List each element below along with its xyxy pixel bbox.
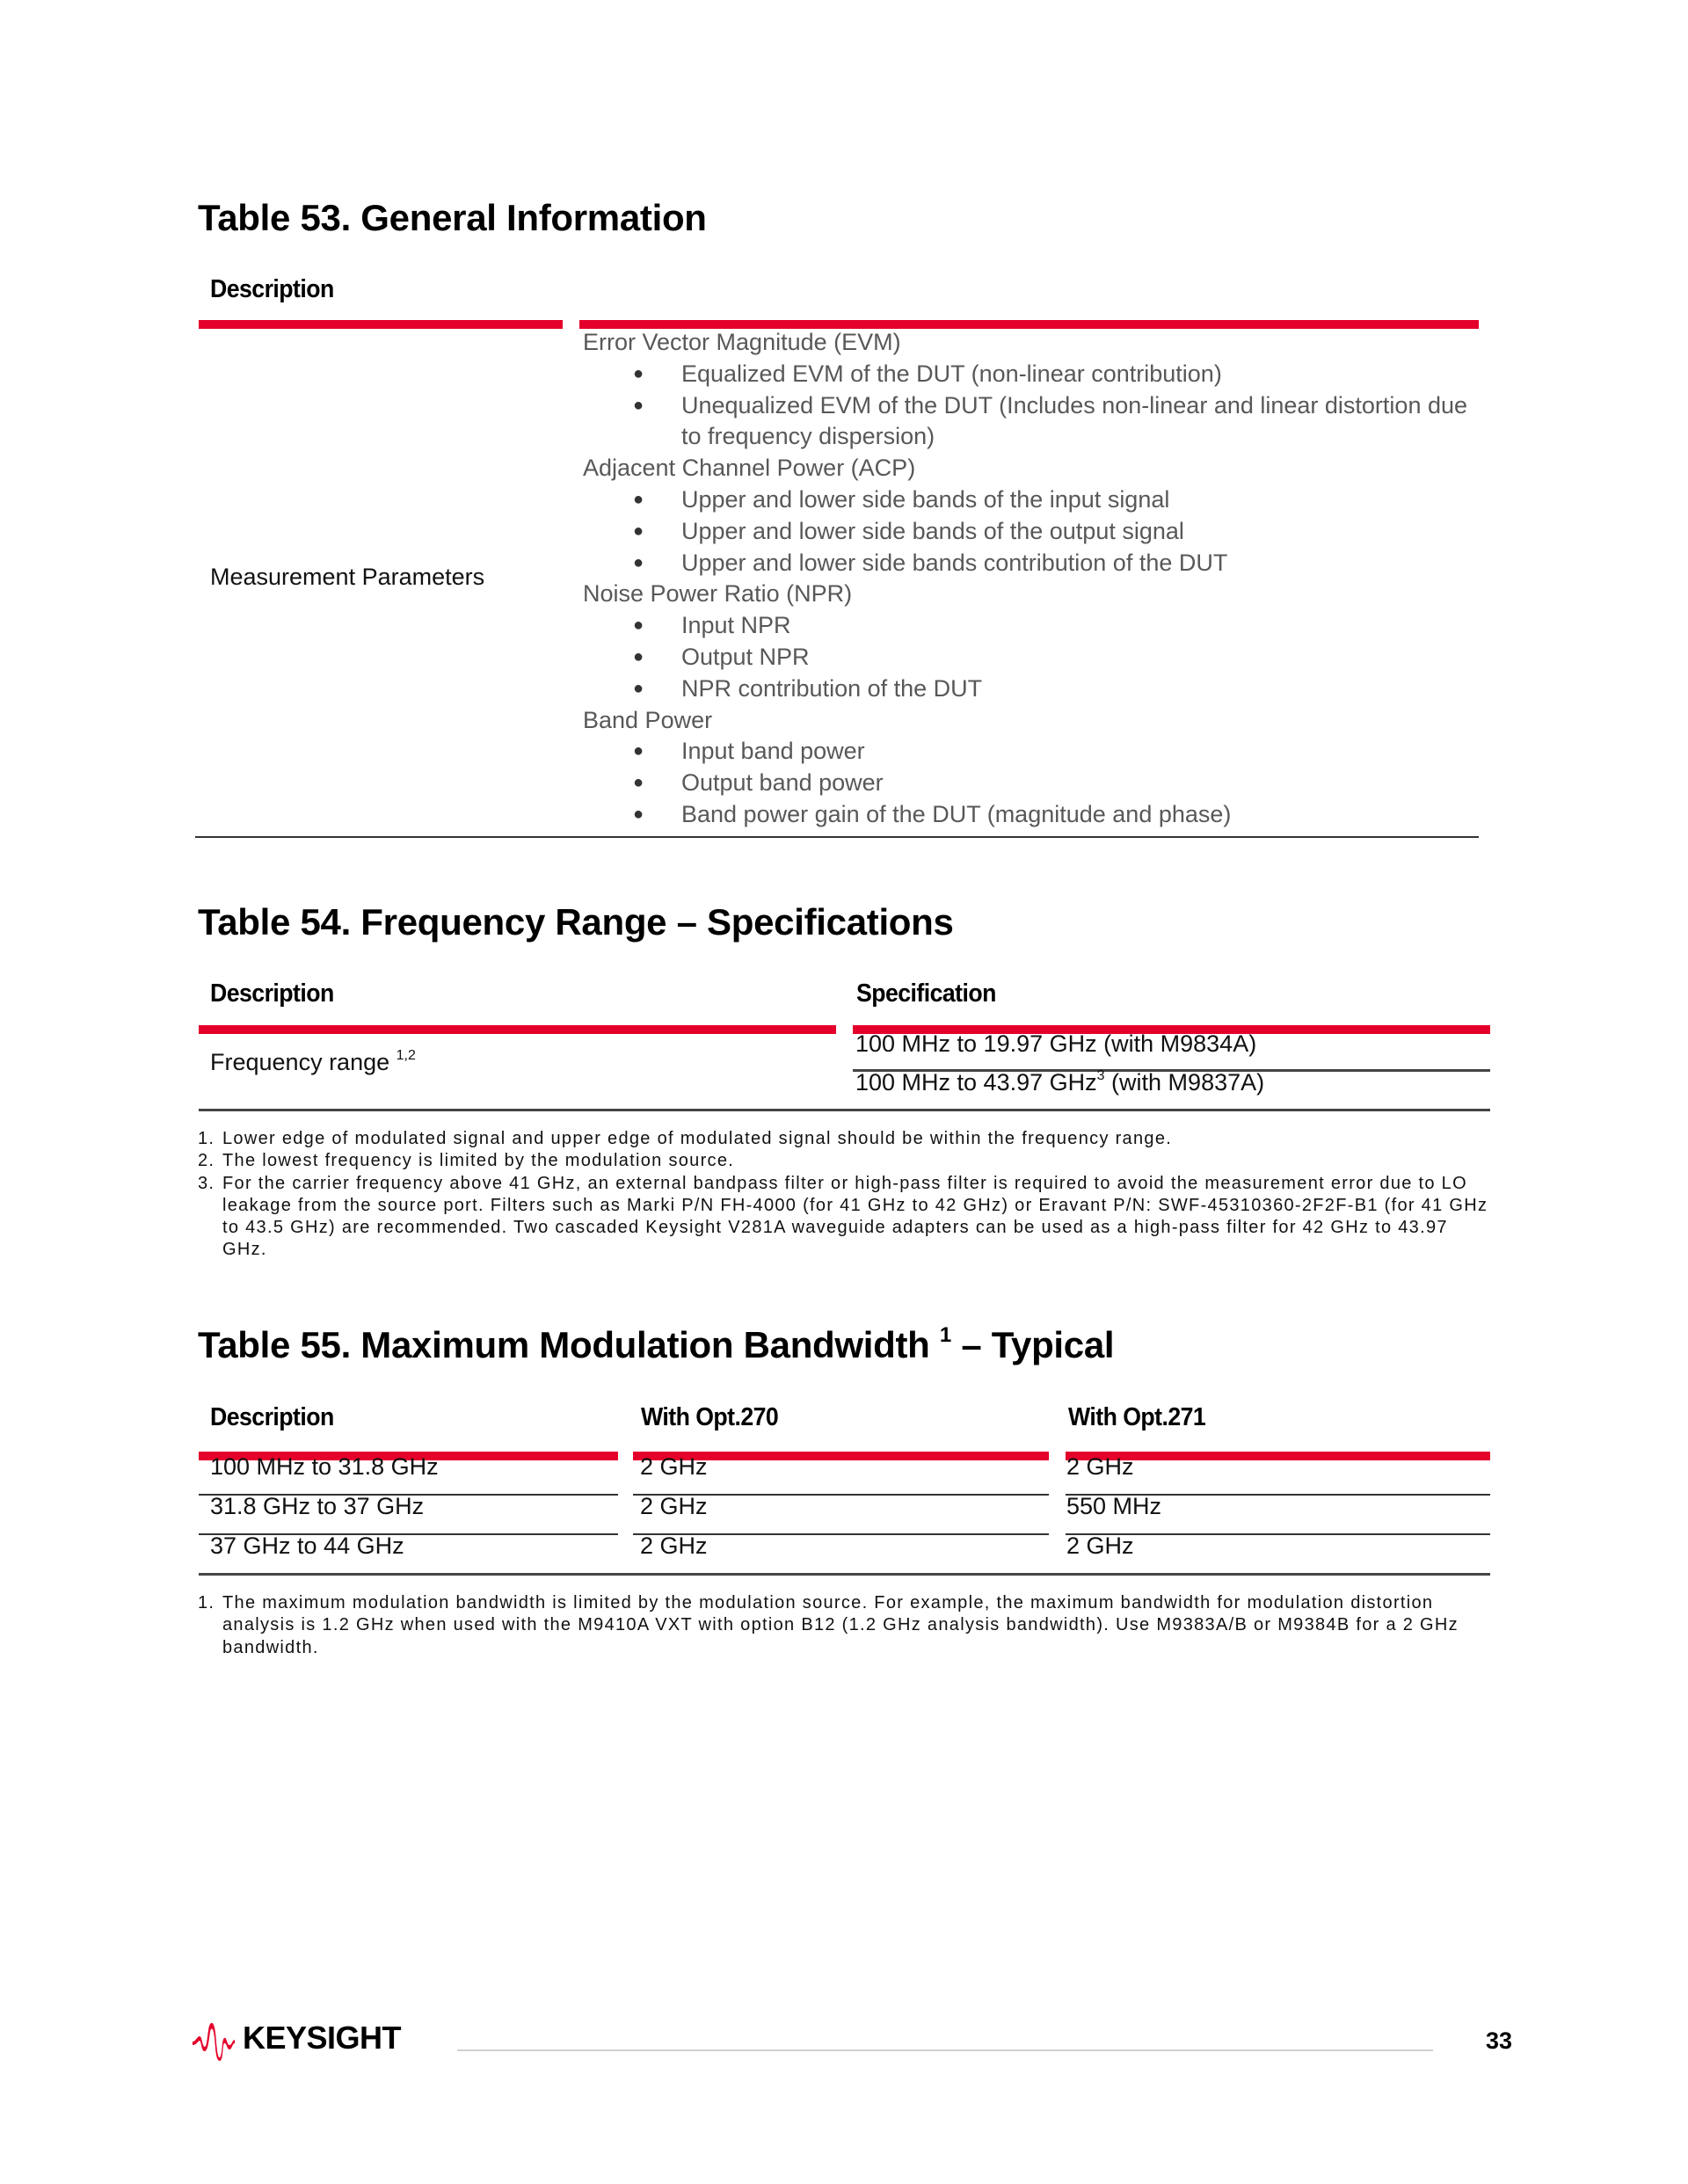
table-cell: 2 GHz [640,1453,708,1480]
measurement-parameters-label: Measurement Parameters [210,564,485,590]
footnote-ref: 1,2 [396,1048,416,1063]
table-cell: 550 MHz [1066,1493,1162,1519]
bullet-icon: ● [633,615,644,636]
table-55-title: Table 55. Maximum Modulation Bandwidth $^1$ – Typical [198,1323,1115,1365]
table-54-header-specification: Specification [856,979,996,1008]
list-item: ● Unequalized EVM of the DUT (Includes non-linear and linear distortion due to frequency dispersion) [633,391,1468,450]
table-54-title: Table 54. Frequency Range – Specifications [198,901,954,943]
bullet-icon: ● [633,804,644,824]
footnote-ref: 3 [1096,1068,1105,1083]
npr-group [583,579,1471,704]
table-55-header-description: Description [210,1403,334,1431]
bullet-icon: ● [633,773,644,793]
measurement-parameters-list [583,327,1471,831]
table-55-bottom-rule [199,1573,1490,1576]
table-54-header-rule-col1 [199,1025,836,1034]
table-55-header-opt270: With Opt.270 [641,1403,779,1431]
bullet-icon: ● [633,678,644,698]
table-54-footnotes [198,1128,1490,1262]
bullet-icon: ● [633,646,644,666]
table-cell: 31.8 GHz to 37 GHz [210,1493,425,1519]
list-item: ● Upper and lower side bands contribution of the DUT [583,548,1471,579]
table-53-header-description: Description [210,275,334,303]
bullet-icon: ● [633,489,644,509]
table-cell: 2 GHz [640,1493,708,1519]
acp-group [583,453,1471,579]
table-cell: 2 GHz [1066,1453,1134,1480]
page-number: 33 [1486,2027,1513,2054]
band-power-group [583,705,1471,831]
table-53-header-rule-col1 [199,320,563,329]
list-item: ● Output NPR [583,642,1471,673]
footnote: 1. Lower edge of modulated signal and upper edge of modulated signal should be within the frequency range. [198,1129,1173,1148]
table-cell: 2 GHz [640,1532,708,1559]
footnote: 2. The lowest frequency is limited by the modulation source. [198,1151,735,1171]
npr-group-title: Noise Power Ratio (NPR) [583,580,853,608]
table-53-title: Table 53. General Information [198,197,707,238]
bullet-icon: ● [633,741,644,761]
table-cell: 37 GHz to 44 GHz [210,1532,404,1559]
band-power-group-title: Band Power [583,706,713,733]
table-54-header-description: Description [210,979,334,1008]
keysight-logo-text: KEYSIGHT [243,2020,402,2056]
evm-group-title: Error Vector Magnitude (EVM) [583,329,901,355]
footnote: 1. The maximum modulation bandwidth is limited by the modulation source. For example, the maximum bandwidth for modulation distortion analysis is 1.2 GHz when used with the M9410A VXT with option B12 (1.2 GHz analysis bandwidth). Use M9383A/B or M9384B for a 2 GHz bandwidth. [198,1593,1459,1657]
table-54-bottom-rule [199,1109,1490,1111]
footnote-ref: 1 [939,1323,951,1347]
frequency-range-label: Frequency range $^{1,2}$ [210,1048,416,1075]
list-item: ● NPR contribution of the DUT [583,673,1471,705]
table-cell: 100 MHz to 31.8 GHz [210,1453,439,1480]
footnote: 3. For the carrier frequency above 41 GHz, an external bandpass filter or high-pass filter is required to avoid the measurement error due to LO leakage from the source port. Filters such as Marki P/N FH-4000 (for 41 GHz to 42 GHz) or Eravant P/N: SWF-45310360-2F2F-B1 (for 41 GHz to 43.5 GHz) are recommended. Two cascaded Keysight V281A waveguide adapters can be used as a high-pass filter for 42 GHz to 43.97 GHz. [198,1173,1488,1260]
table-55-footnotes [198,1592,1490,1659]
bullet-icon: ● [633,521,644,541]
bullet-icon: ● [633,395,644,415]
evm-group [583,327,1471,453]
list-item: ● Input band power [583,736,1471,768]
list-item: ● Equalized EVM of the DUT (non-linear contribution) [583,359,1471,390]
table-55-header-opt271: With Opt.271 [1068,1403,1206,1431]
frequency-spec-m9834a: 100 MHz to 19.97 GHz (with M9834A) [855,1030,1257,1057]
list-item: ● Input NPR [583,610,1471,642]
bullet-icon: ● [633,363,644,383]
table-cell: 2 GHz [1066,1532,1134,1559]
list-item: ● Output band power [583,768,1471,799]
acp-group-title: Adjacent Channel Power (ACP) [583,455,916,482]
footer-rule [457,2049,1433,2051]
list-item: ● Band power gain of the DUT (magnitude and phase) [583,799,1471,831]
bullet-icon: ● [633,552,644,572]
list-item: ● Upper and lower side bands of the input signal [583,484,1471,516]
frequency-spec-m9837a: 100 MHz to 43.97 GHz$^3$ (with M9837A) [855,1068,1265,1096]
table-53-bottom-rule [195,836,1479,838]
keysight-wave-icon [192,2020,236,2061]
list-item: ● Upper and lower side bands of the output signal [583,516,1471,548]
